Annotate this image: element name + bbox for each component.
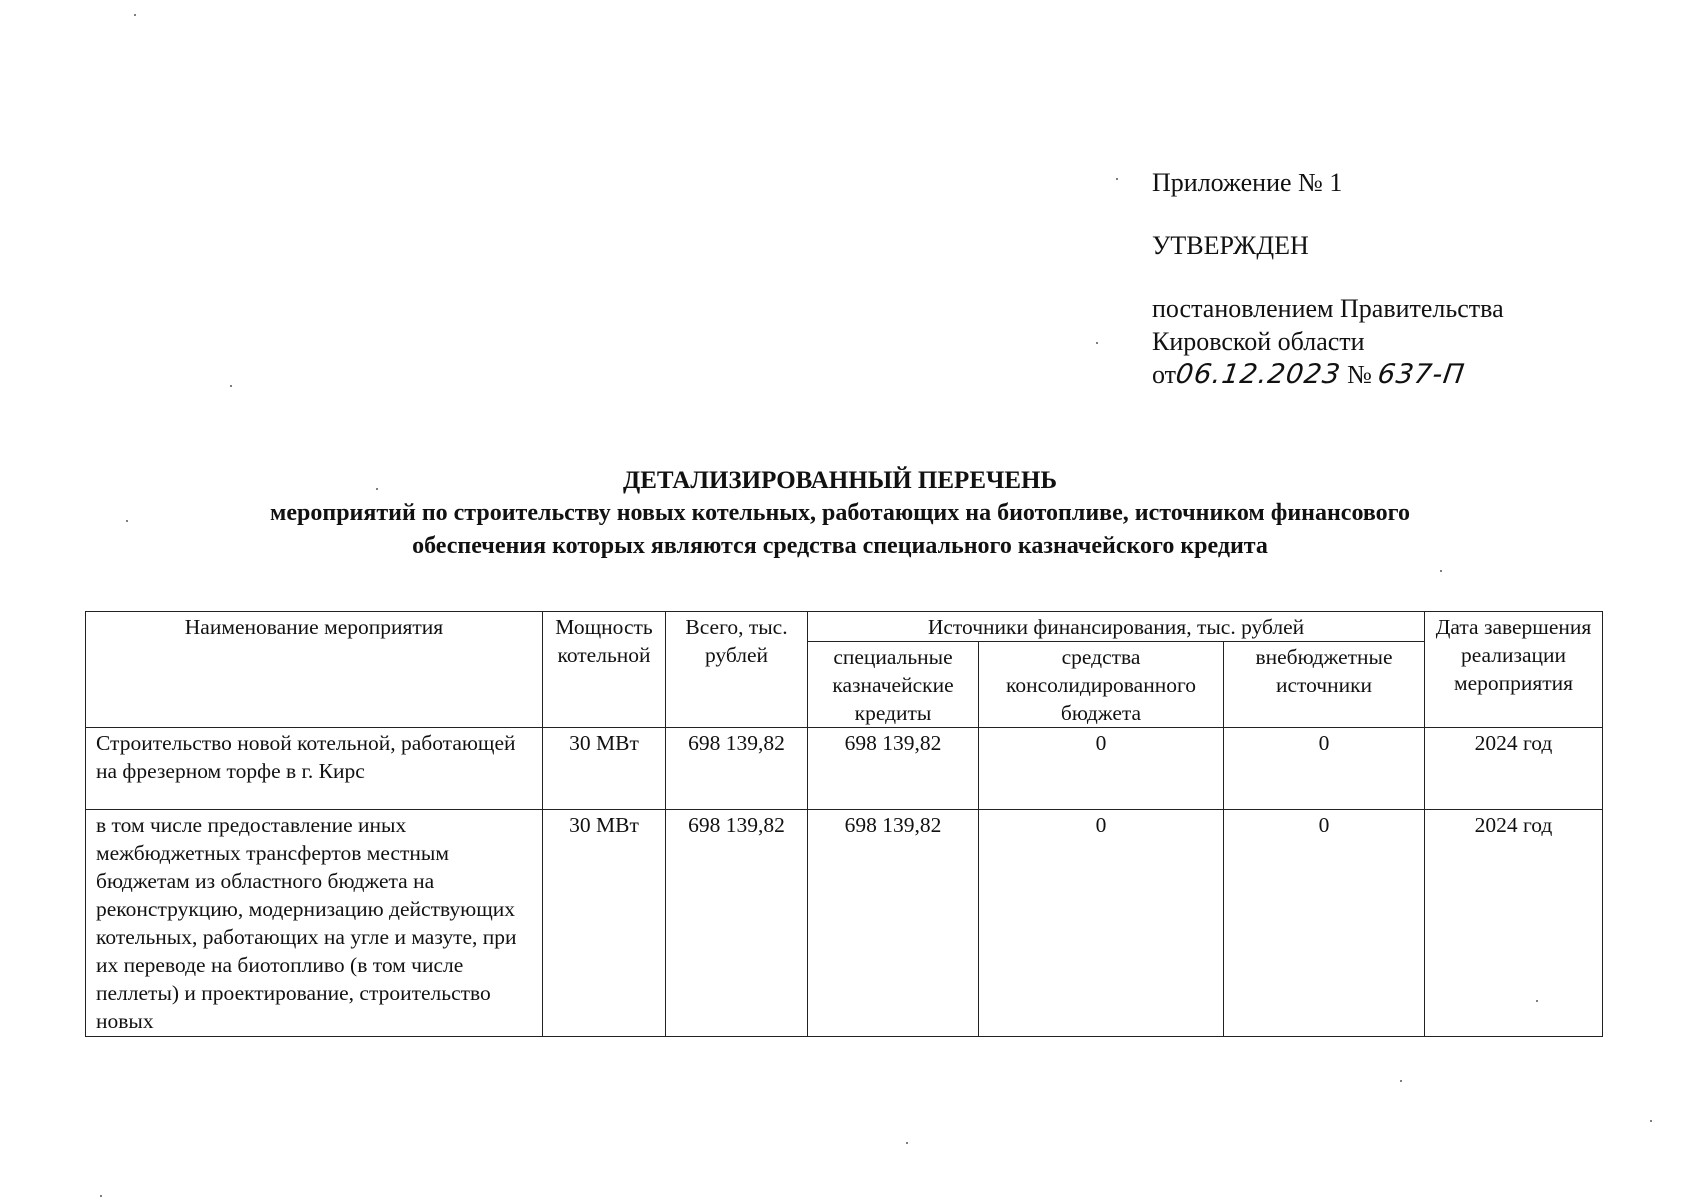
cell-extrabudgetary: 0 bbox=[1224, 728, 1425, 810]
cell-total: 698 139,82 bbox=[666, 810, 808, 1037]
approval-block bbox=[1152, 166, 1672, 391]
scan-speck bbox=[100, 1195, 102, 1197]
document-subtitle-line-2: обеспечения которых являются средства специального казначейского кредита bbox=[412, 533, 1268, 559]
handwritten-date: 06.12.2023 bbox=[1173, 359, 1343, 390]
cell-extrabudgetary: 0 bbox=[1224, 810, 1425, 1037]
header-capacity: Мощность котельной bbox=[543, 612, 666, 728]
header-consolidated-budget: средства консолидированного бюджета bbox=[979, 642, 1224, 728]
appendix-number: Приложение № 1 bbox=[1152, 168, 1343, 197]
scan-speck bbox=[126, 520, 128, 522]
header-name: Наименование мероприятия bbox=[86, 612, 543, 728]
handwritten-number: 637-П bbox=[1376, 359, 1468, 390]
scan-speck bbox=[1440, 570, 1442, 572]
cell-consolidated: 0 bbox=[979, 810, 1224, 1037]
header-funding-sources: Источники финансирования, тыс. рублей bbox=[808, 612, 1425, 642]
cell-name: в том числе предоставление иных межбюджетных трансфертов местным бюджетам из областного бюджета на реконструкцию, модернизацию действующих котельных, работающих на угле и мазуте, при их переводе на биотопливо (в том числе пеллеты) и проектирование, строительство новых bbox=[86, 810, 543, 1037]
scan-speck bbox=[1536, 1000, 1538, 1002]
scan-speck bbox=[230, 385, 232, 387]
scan-speck bbox=[134, 14, 136, 16]
table-row bbox=[86, 810, 1603, 1037]
scan-speck bbox=[1096, 342, 1098, 344]
measures-table bbox=[85, 611, 1603, 1037]
cell-consolidated: 0 bbox=[979, 728, 1224, 810]
document-subtitle-line-1: мероприятий по строительству новых котельных, работающих на биотопливе, источником финансового bbox=[270, 500, 1410, 526]
header-total: Всего, тыс. рублей bbox=[666, 612, 808, 728]
header-completion-date: Дата завершения реализации мероприятия bbox=[1425, 612, 1603, 728]
cell-completion: 2024 год bbox=[1425, 810, 1603, 1037]
resolution-line-2: Кировской области bbox=[1152, 327, 1365, 356]
approved-stamp: УТВЕРЖДЕН bbox=[1152, 231, 1309, 260]
resolution-line-1: постановлением Правительства bbox=[1152, 294, 1504, 323]
cell-capacity: 30 МВт bbox=[543, 728, 666, 810]
cell-name: Строительство новой котельной, работающей на фрезерном торфе в г. Кирс bbox=[86, 728, 543, 810]
table-row bbox=[86, 728, 1603, 810]
number-prefix: № bbox=[1347, 360, 1372, 389]
cell-special-credits: 698 139,82 bbox=[808, 810, 979, 1037]
document-heading bbox=[60, 464, 1620, 563]
scan-speck bbox=[1650, 1120, 1652, 1122]
scan-speck bbox=[1400, 1080, 1402, 1082]
cell-special-credits: 698 139,82 bbox=[808, 728, 979, 810]
resolution-date-line bbox=[1152, 358, 1672, 391]
cell-capacity: 30 МВт bbox=[543, 810, 666, 1037]
scan-speck bbox=[906, 1142, 908, 1144]
header-extrabudgetary: внебюджетные источники bbox=[1224, 642, 1425, 728]
scan-speck bbox=[376, 488, 378, 490]
cell-completion: 2024 год bbox=[1425, 728, 1603, 810]
date-prefix: от bbox=[1152, 360, 1177, 389]
document-title: ДЕТАЛИЗИРОВАННЫЙ ПЕРЕЧЕНЬ bbox=[623, 467, 1057, 494]
header-special-credits: специальные казначейские кредиты bbox=[808, 642, 979, 728]
cell-total: 698 139,82 bbox=[666, 728, 808, 810]
scan-speck bbox=[1116, 178, 1118, 180]
